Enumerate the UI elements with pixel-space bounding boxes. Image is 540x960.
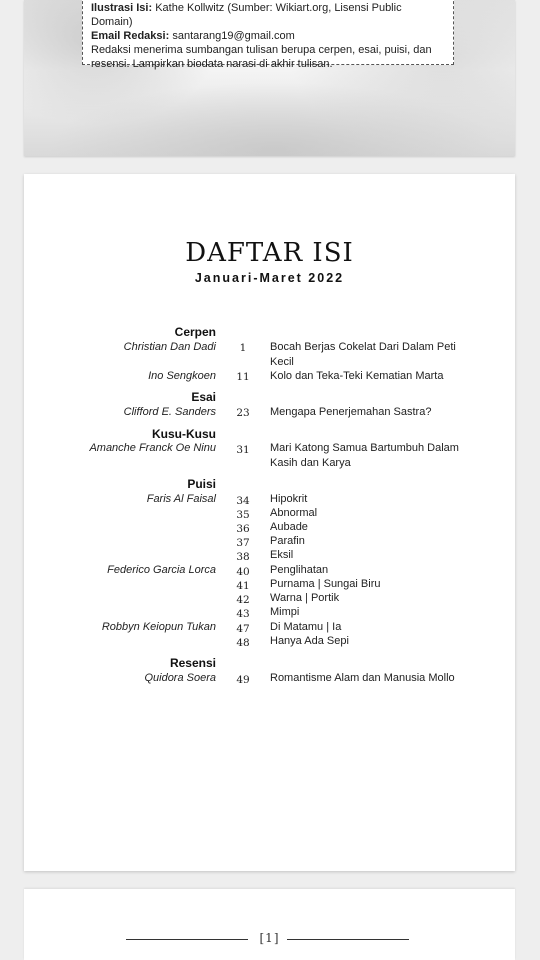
email-credit: Email Redaksi: santarang19@gmail.com [91, 30, 295, 42]
entry-page: 38 [236, 551, 250, 563]
author-name: Amanche Franck Oe Ninu [89, 442, 216, 454]
entry-page: 47 [236, 623, 250, 635]
entry-title[interactable]: Hanya Ada Sepi [270, 635, 349, 647]
author-name: Quidora Soera [144, 672, 216, 684]
page-subtitle: Januari-Maret 2022 [194, 271, 345, 285]
toc-page [24, 174, 515, 871]
entry-title[interactable]: Warna | Portik [270, 592, 340, 604]
entry-title[interactable]: Eksil [270, 549, 294, 561]
author-name: Ino Sengkoen [148, 370, 216, 382]
entry-page: 43 [236, 608, 250, 620]
section-esai: Esai [191, 390, 216, 404]
entry-title[interactable]: Romantisme Alam dan Manusia Mollo [270, 672, 455, 684]
illustration-credit: Ilustrasi Isi: Kathe Kollwitz (Sumber: Wikiart.org, Lisensi Public Domain) [91, 2, 402, 28]
entry-page: 36 [236, 523, 250, 535]
entry-title[interactable]: Mari Katong Samua Bartumbuh Dalam Kasih dan Karya [270, 442, 459, 469]
section-kusu-kusu: Kusu-Kusu [152, 427, 216, 441]
entry-page: 48 [236, 637, 250, 649]
entry-title[interactable]: Mengapa Penerjemahan Sastra? [270, 406, 432, 418]
entry-title[interactable]: Hipokrit [270, 493, 308, 505]
entry-title[interactable]: Bocah Berjas Cokelat Dari Dalam Peti Kecil [270, 341, 456, 368]
entry-title[interactable]: Kolo dan Teka-Teki Kematian Marta [270, 370, 444, 382]
author-name: Federico Garcia Lorca [107, 564, 216, 576]
previous-page [24, 0, 515, 156]
entry-title[interactable]: Mimpi [270, 606, 300, 618]
entry-page: 11 [236, 371, 250, 383]
entry-title[interactable]: Aubade [270, 521, 308, 533]
entry-page: 31 [236, 444, 250, 456]
entry-page: 41 [236, 580, 250, 592]
entry-title[interactable]: Di Matamu | Ia [270, 621, 342, 633]
section-puisi: Puisi [187, 477, 216, 491]
entry-page: 23 [236, 407, 250, 419]
entry-page: 40 [236, 566, 250, 578]
author-name: Christian Dan Dadi [123, 341, 216, 353]
footer-divider-right [287, 939, 409, 940]
footer-divider-left [126, 939, 248, 940]
entry-page: 49 [236, 674, 250, 686]
entry-page: 34 [236, 495, 250, 507]
section-resensi: Resensi [169, 656, 216, 670]
author-name: Faris Al Faisal [146, 493, 216, 505]
entry-page: 42 [236, 594, 250, 606]
entry-title[interactable]: Abnormal [270, 507, 318, 519]
email-link[interactable]: santarang19@gmail.com [172, 30, 295, 42]
page-title: DAFTAR ISI [185, 238, 354, 268]
submission-note-1: Redaksi menerima sumbangan tulisan berupa cerpen, esai, puisi, dan [91, 44, 432, 56]
page-number: [1] [259, 931, 280, 945]
entry-title[interactable]: Parafin [270, 535, 305, 547]
entry-title[interactable]: Purnama | Sungai Biru [270, 578, 381, 590]
author-name: Clifford E. Sanders [123, 406, 216, 418]
entry-page: 35 [236, 509, 250, 521]
author-name: Robbyn Keiopun Tukan [101, 621, 216, 633]
entry-page: 1 [239, 342, 247, 354]
next-page [24, 889, 515, 960]
submission-note-2: resensi. Lampirkan biodata narasi di akhir tulisan. [91, 58, 333, 70]
credits-box [82, 0, 454, 70]
section-cerpen: Cerpen [174, 325, 216, 339]
entry-page: 37 [236, 537, 250, 549]
entry-title[interactable]: Penglihatan [270, 564, 329, 576]
